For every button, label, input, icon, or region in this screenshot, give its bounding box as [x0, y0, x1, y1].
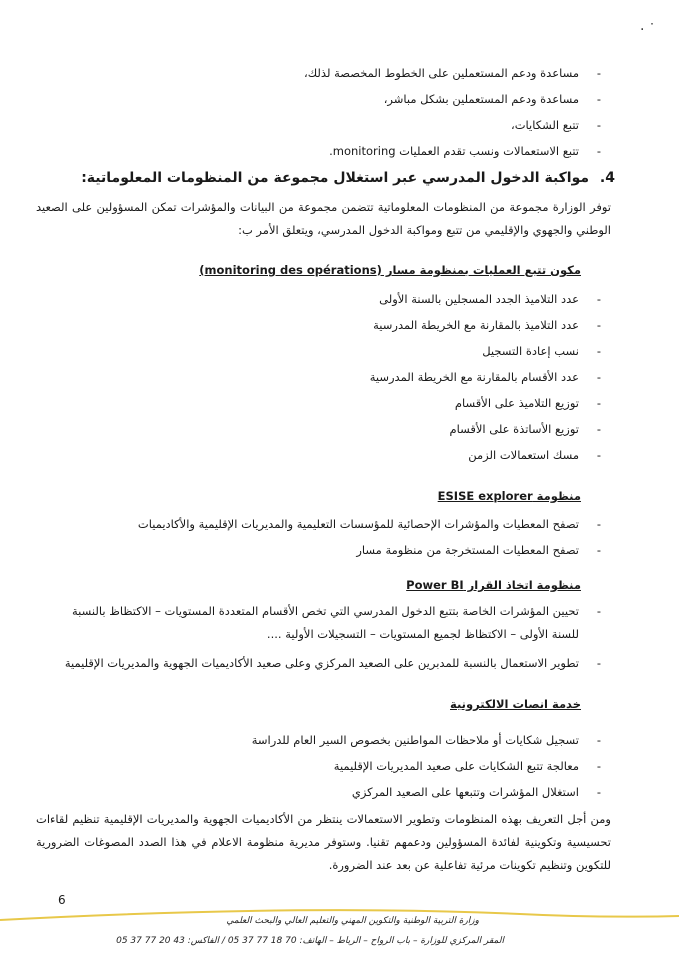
list-item: - تطوير الاستعمال بالنسبة للمدبرين على الصعيد المركزي وعلى صعيد الأكاديميات الجهوية والمديريات الإقليمية [44, 652, 579, 675]
esise-list [69, 511, 579, 563]
list-item: - عدد التلاميذ الجدد المسجلين بالسنة الأولى [69, 286, 579, 312]
list-item: - تصفح المعطيات المستخرجة من منظومة مسار [69, 537, 579, 563]
footer-ministry: وزارة التربية الوطنية والتكوين المهني والتعليم العالي والبحث العلمي [226, 916, 479, 926]
list-item: - استغلال المؤشرات وتتبعها على الصعيد المركزي [69, 779, 579, 805]
scan-dots: ·˙ [640, 22, 660, 38]
support-list [69, 60, 579, 164]
list-item: - مسك استعمالات الزمن [69, 442, 579, 468]
list-item: - معالجة تتبع الشكايات على صعيد المديريات الإقليمية [69, 753, 579, 779]
eservice-title: خدمة انصات الالكترونية [450, 697, 581, 711]
list-item: - عدد التلاميذ بالمقارنة مع الخريطة المدرسية [69, 312, 579, 338]
section-number: 4. [599, 170, 615, 186]
section-4-heading [81, 170, 615, 186]
list-item: - توزيع التلاميذ على الأقسام [69, 390, 579, 416]
section-4-intro: توفر الوزارة مجموعة من المنظومات المعلوماتية تتضمن مجموعة من البيانات والمؤشرات تمكن المسؤولين على الصعيد الوطني والجهوي والإقليمي من تتبع ومواكبة الدخول المدرسي، ويتعلق الأمر ب: [36, 200, 611, 237]
list-item: - عدد الأقسام بالمقارنة مع الخريطة المدرسية [69, 364, 579, 390]
powerbi-title: منظومة اتخاذ القرار Power BI [406, 578, 581, 592]
list-item: - تحيين المؤشرات الخاصة بتتبع الدخول المدرسي التي تخص الأقسام المتعددة المستويات – الاكتظاظ بالنسبة للسنة الأولى – الاكتظاظ لجميع المستويات – التسجيلات الأولية .... [44, 600, 579, 646]
massar-title: مكون تتبع العمليات بمنظومة مسار (monitoring des opérations) [199, 263, 581, 277]
list-item: - مساعدة ودعم المستعملين على الخطوط المخصصة لذلك، [69, 60, 579, 86]
list-item: - تسجيل شكايات أو ملاحظات المواطنين بخصوص السير العام للدراسة [69, 727, 579, 753]
list-item: - توزيع الأساتذة على الأقسام [69, 416, 579, 442]
list-item: - نسب إعادة التسجيل [69, 338, 579, 364]
closing-paragraph: ومن أجل التعريف بهذه المنظومات وتطوير الاستعمالات ينتظر من الأكاديميات الجهوية والمديريات الإقليمية تنظيم لقاءات تحسيسية وتكوينية لفائدة المسؤولين ودعمهم تقنيا. وستوفر مديرية منظومة الاعلام في هذا الصدد المصوغات الضرورية للتكوين وتنظيم تكوينات مرئية تفاعلية عن بعد عند الضرورة. [36, 812, 611, 872]
powerbi-list [44, 600, 579, 681]
list-item: - تصفح المعطيات والمؤشرات الإحصائية للمؤسسات التعليمية والمديريات الإقليمية والأكاديميات [69, 511, 579, 537]
list-item: - مساعدة ودعم المستعملين بشكل مباشر، [69, 86, 579, 112]
eservice-list [69, 727, 579, 805]
list-item: - تتبع الشكايات، [69, 112, 579, 138]
section-title: مواكبة الدخول المدرسي عبر استغلال مجموعة من المنظومات المعلوماتية: [81, 170, 590, 186]
massar-list [69, 286, 579, 468]
page-number: 6 [58, 893, 66, 907]
footer-address: المقر المركزي للوزارة – باب الرواح – الرباط – الهاتف: 70 18 77 37 05 / الفاكس: 43 20 77 37 05 [116, 936, 504, 946]
esise-title: منظومة ESISE explorer [437, 489, 581, 503]
list-item: - تتبع الاستعمالات ونسب تقدم العمليات monitoring. [69, 138, 579, 164]
